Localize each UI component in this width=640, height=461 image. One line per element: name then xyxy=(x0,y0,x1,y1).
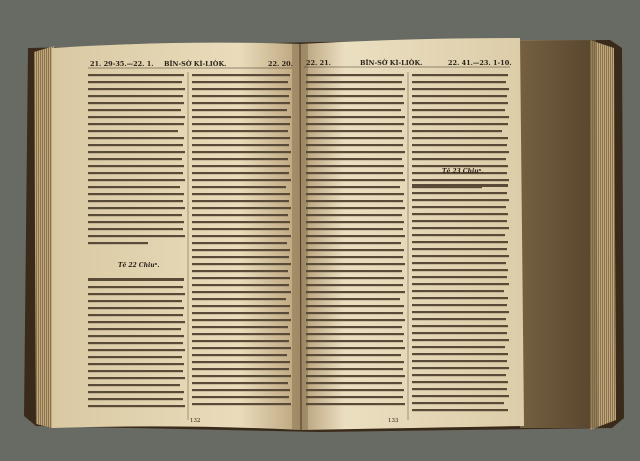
text-lines-col2 xyxy=(192,72,292,418)
right-page-number: 133 xyxy=(388,418,399,424)
right-running-title: BÎN-SÒ͘ KÌ-LIO̍K. xyxy=(360,59,423,67)
text-lines-rcol2 xyxy=(412,72,510,194)
left-page-edges xyxy=(34,46,54,428)
left-column-2-text xyxy=(192,72,292,418)
left-column-1-lower-text xyxy=(88,276,186,416)
left-section-heading: Tē 22 Chiuⁿ. xyxy=(118,262,160,269)
right-column-1-text xyxy=(306,72,406,418)
right-header-page: 22. 41.—23. 1-10. xyxy=(448,59,512,67)
text-lines-rcol2-lower xyxy=(412,182,510,418)
right-section-heading: Tē 23 Chiuⁿ. xyxy=(442,168,484,175)
text-lines-lower xyxy=(88,276,186,416)
right-column-2-lower-text xyxy=(412,182,510,418)
text-lines xyxy=(88,72,186,290)
right-header-reference: 22. 21. xyxy=(306,59,331,67)
text-lines-rcol1 xyxy=(306,72,406,418)
left-header-page: 22. 20. xyxy=(268,60,293,68)
left-running-title: BÎN-SÒ͘ KÌ-LIO̍K. xyxy=(164,60,227,68)
left-header-reference: 21. 29-35.—22. 1. xyxy=(90,60,154,68)
left-page-number: 132 xyxy=(190,418,201,424)
left-column-1-text xyxy=(88,72,186,290)
right-column-2-upper-text xyxy=(412,72,510,194)
